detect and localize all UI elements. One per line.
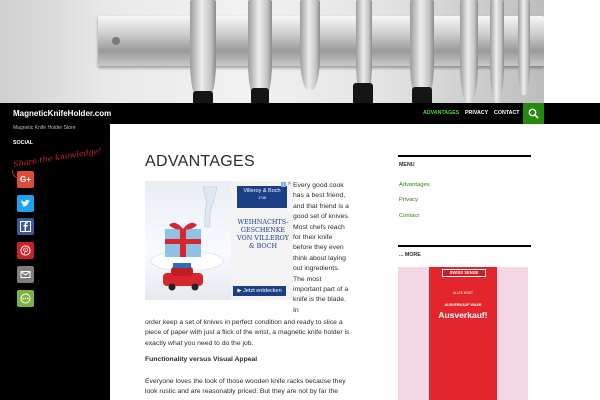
paragraph: Everyone loves the look of those wooden knife racks because they look rustic and are reasonably priced. But they are not by far the bbox=[145, 378, 346, 396]
search-icon bbox=[528, 108, 539, 119]
menu-widget-title: MENU bbox=[399, 162, 415, 168]
share-tagline: Share the knowledge! bbox=[12, 146, 103, 169]
section-heading: Functionality versus Visual Appeal bbox=[145, 356, 258, 363]
facebook-icon bbox=[20, 221, 31, 232]
sidebar-link-contact[interactable]: Contact bbox=[399, 213, 419, 219]
knife-blade bbox=[518, 0, 530, 95]
gift-illustration bbox=[145, 181, 231, 300]
share-more-icon bbox=[20, 293, 31, 304]
intro-paragraph-part1: Every good cook has a best friend, and that friend is a good set of knives. Most chefs reach for their knife before they even think about laying out ingredients. The most important part of a knife is the blade. In bbox=[293, 182, 350, 314]
sidebar-link-privacy[interactable]: Privacy bbox=[399, 197, 419, 203]
google-plus-button[interactable] bbox=[17, 171, 34, 188]
knife-handle bbox=[193, 91, 213, 103]
nav-item-advantages[interactable]: ADVANTAGES bbox=[423, 110, 460, 116]
page-title: ADVANTAGES bbox=[145, 153, 255, 170]
ad-headline: Ausverkauf! bbox=[438, 310, 488, 320]
ad-close-icon[interactable]: ✕ bbox=[287, 181, 292, 187]
advertisement[interactable] bbox=[145, 181, 293, 300]
knife-blade bbox=[490, 0, 504, 103]
knife-handle bbox=[412, 87, 432, 103]
ad-panel bbox=[429, 267, 497, 400]
facebook-button[interactable] bbox=[17, 218, 34, 235]
pinterest-icon bbox=[20, 245, 31, 256]
ad-info-icon[interactable]: i bbox=[281, 182, 286, 187]
more-widget-title: ... MORE bbox=[399, 252, 421, 258]
ad-mid-text: AUSVERKAUF WAAR bbox=[444, 303, 482, 307]
nav-item-contact[interactable]: CONTACT bbox=[494, 110, 520, 116]
pinterest-button[interactable] bbox=[17, 242, 34, 259]
email-button[interactable] bbox=[17, 266, 34, 283]
twitter-button[interactable] bbox=[17, 195, 34, 212]
site-title[interactable]: MagneticKnifeHolder.com bbox=[13, 109, 112, 118]
ad-slogan: WEIHNACHTS-GESCHENKE VON VILLEROY & BOCH bbox=[237, 218, 289, 250]
google-plus-icon: G+ bbox=[20, 175, 31, 184]
twitter-icon bbox=[20, 198, 31, 209]
ad-brand-logo: Villeroy & Boch 1748 bbox=[237, 186, 287, 208]
header-image[interactable] bbox=[0, 0, 544, 103]
share-more-button[interactable] bbox=[17, 290, 34, 307]
widget-divider bbox=[398, 245, 531, 247]
ad-cta-button[interactable]: ▶ Jetzt entdecken bbox=[233, 286, 286, 296]
ad-image bbox=[145, 181, 231, 300]
knife-handle bbox=[251, 88, 269, 103]
knife-blade bbox=[190, 0, 216, 103]
social-widget-title: SOCIAL bbox=[13, 140, 34, 146]
sidebar-advertisement[interactable] bbox=[398, 267, 528, 400]
knife-blade bbox=[300, 0, 320, 90]
search-button[interactable] bbox=[523, 103, 544, 124]
screw bbox=[112, 37, 120, 45]
email-icon bbox=[20, 269, 31, 280]
nav-item-privacy[interactable]: PRIVACY bbox=[465, 110, 489, 116]
knife-blade bbox=[460, 0, 478, 103]
ad-small-text: ALLES MOET bbox=[452, 291, 474, 295]
ad-logo: SWISS SENSE bbox=[442, 269, 486, 277]
widget-divider bbox=[398, 155, 531, 157]
sidebar-link-advantages[interactable]: Advantages bbox=[399, 182, 430, 188]
intro-paragraph-part2: order keep a set of knives in perfect condition and ready to slice a piece of paper with just a flick of the wrist, a magnetic knife holder is exactly what you need to do the job. bbox=[145, 319, 350, 347]
site-tagline: Magnetic Knife Holder Store bbox=[13, 125, 76, 131]
knife-handle bbox=[353, 83, 373, 103]
